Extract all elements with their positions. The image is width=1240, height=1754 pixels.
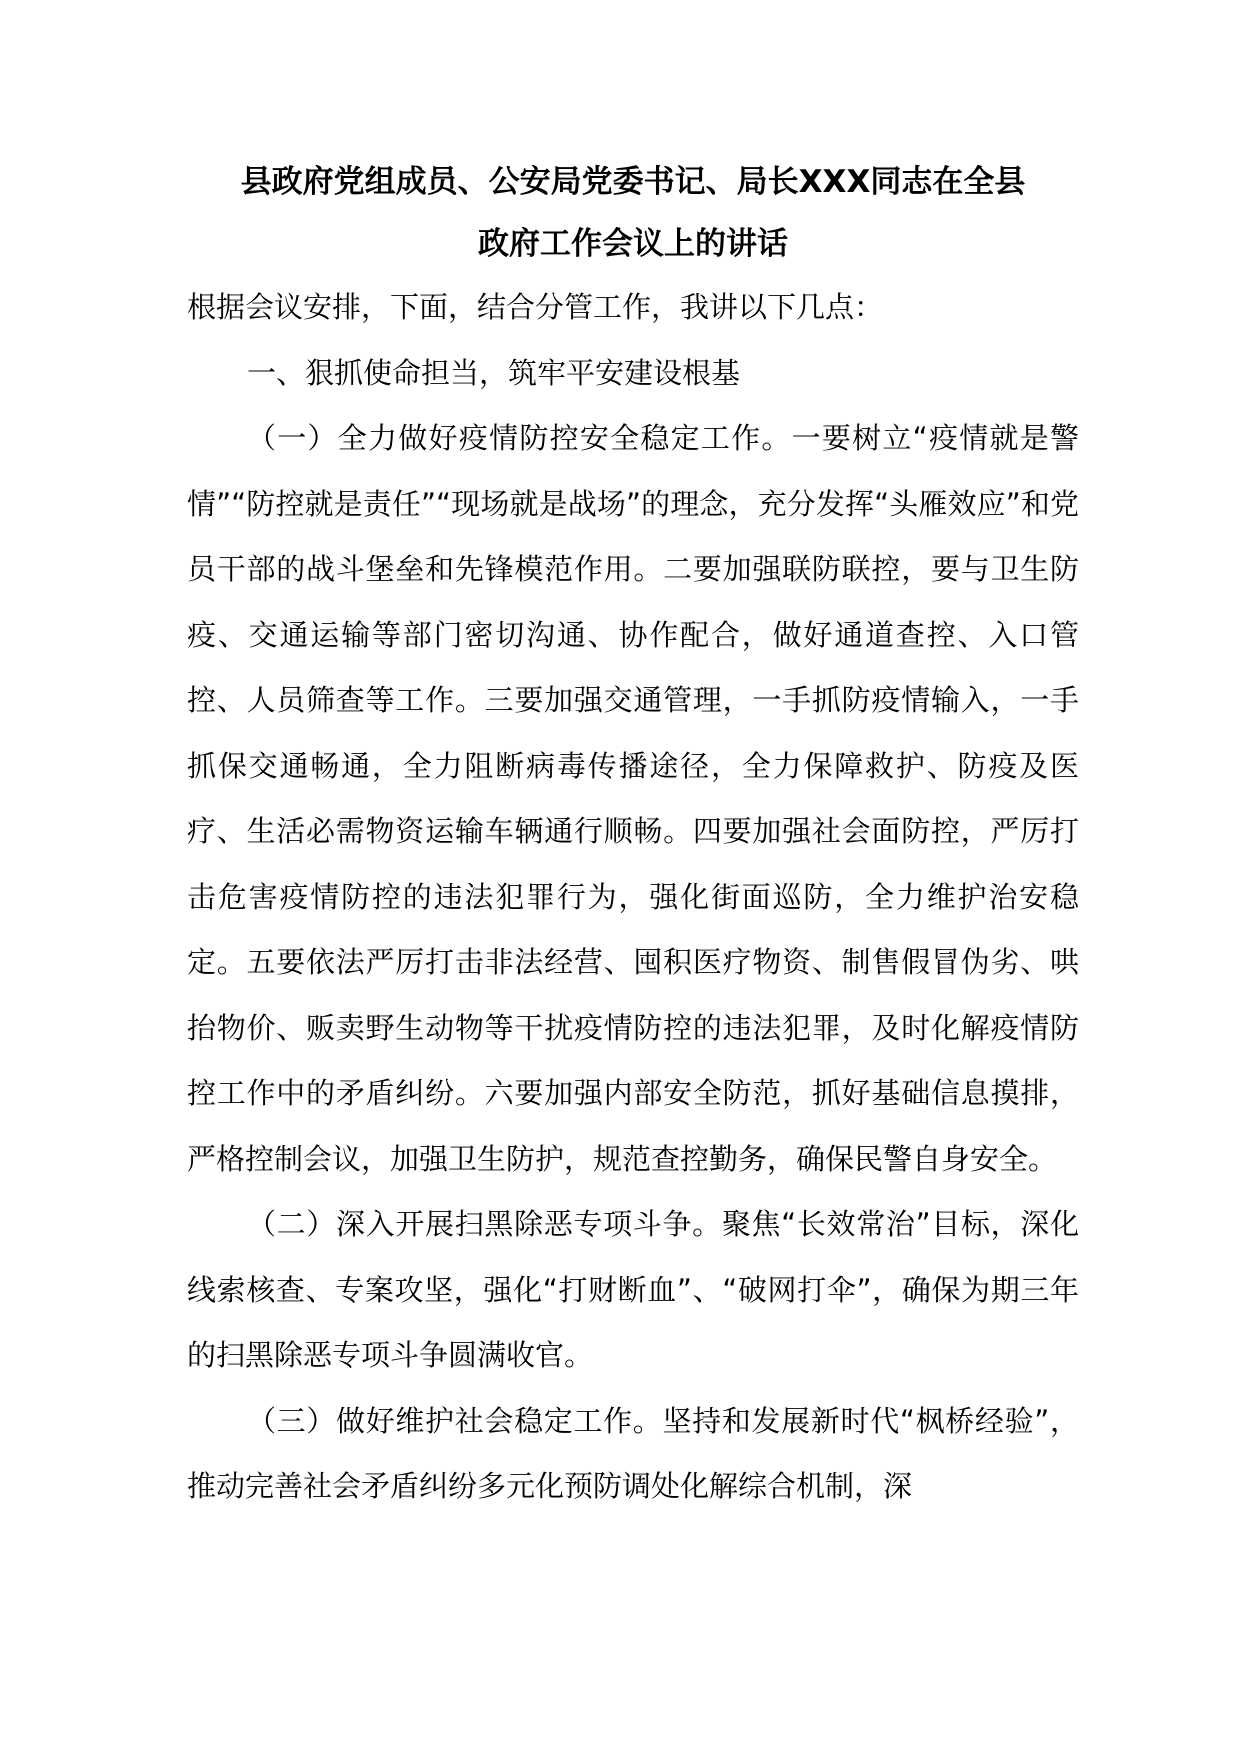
document-title-line-2: 政府工作会议上的讲话 [478, 226, 788, 262]
paragraph-3: （三）做好维护社会稳定工作。坚持和发展新时代“枫桥经验”，推动完善社会矛盾纠纷多元化预防调处化解综合机制，深 [187, 1403, 1079, 1503]
section-heading-1: 一、狠抓使命担当，筑牢平安建设根基 [247, 355, 741, 390]
document-page [187, 160, 1079, 1520]
intro-paragraph: 根据会议安排，下面，结合分管工作，我讲以下几点： [187, 290, 884, 324]
document-body [187, 275, 1079, 1520]
paragraph-1: （一）全力做好疫情防控安全稳定工作。一要树立“疫情就是警情”“防控就是责任”“现场就是战场”的理念，充分发挥“头雁效应”和党员干部的战斗堡垒和先锋模范作用。二要加强联防联控，要与卫生防疫、交通运输等部门密切沟通、协作配合，做好通道查控、入口管控、人员筛查等工作。三要加强交通管理，一手抓防疫情输入，一手抓保交通畅通，全力阻断病毒传播途径，全力保障救护、防疫及医疗、生活必需物资运输车辆通行顺畅。四要加强社会面防控，严厉打击危害疫情防控的违法犯罪行为，强化街面巡防，全力维护治安稳定。五要依法严厉打击非法经营、囤积医疗物资、制售假冒伪劣、哄抬物价、贩卖野生动物等干扰疫情防控的违法犯罪，及时化解疫情防控工作中的矛盾纠纷。六要加强内部安全防范，抓好基础信息摸排，严格控制会议，加强卫生防护，规范查控勤务，确保民警自身安全。 [187, 421, 1079, 1176]
document-title-line-1: 县政府党组成员、公安局党委书记、局长XXX同志在全县 [240, 164, 1026, 200]
paragraph-2: （二）深入开展扫黑除恶专项斗争。聚焦“长效常治”目标，深化线索核查、专案攻坚，强化“打财断血”、“破网打伞”，确保为期三年的扫黑除恶专项斗争圆满收官。 [187, 1207, 1079, 1372]
